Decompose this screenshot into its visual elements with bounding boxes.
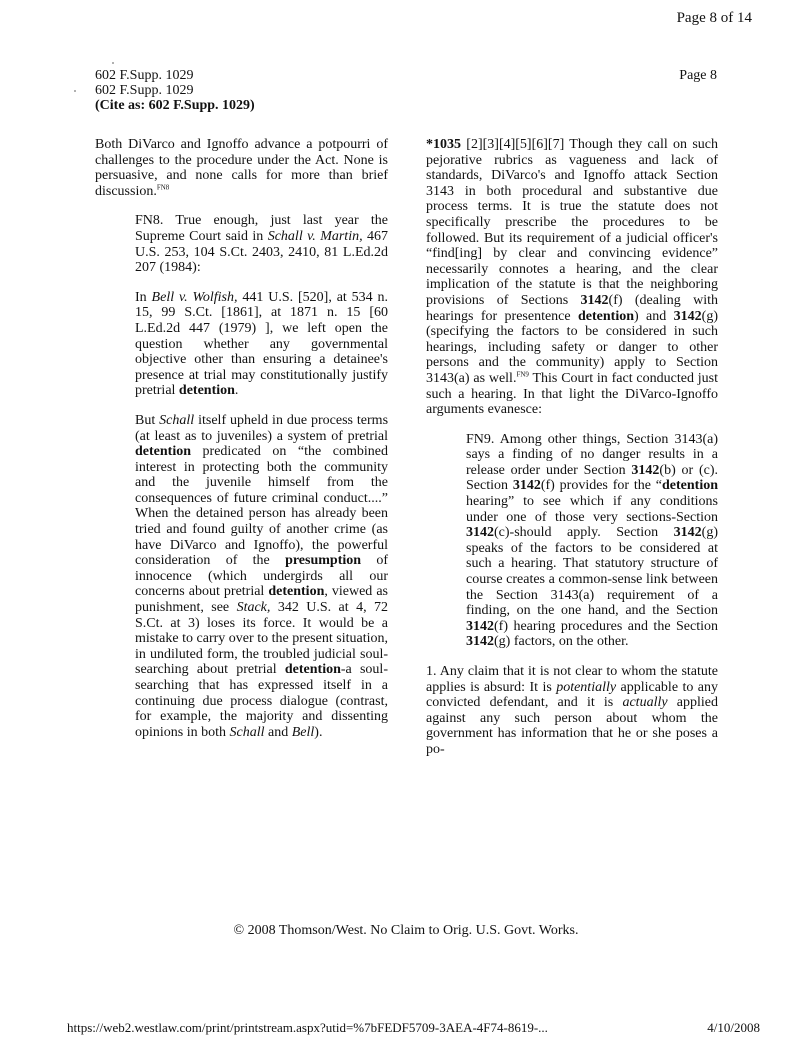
cite-line: 602 F.Supp. 1029	[95, 68, 194, 83]
statute-ref[interactable]: 3142	[673, 525, 702, 541]
paragraph: 1. Any claim that it is not clear to whom the statute applies is absurd: It is potentially applicable to any convicted defendant, and it is actually applied against any such person about whom the government has information that he or she poses a po-	[426, 664, 718, 757]
search-term: detention	[284, 662, 341, 678]
block-quote: But Schall itself upheld in due process terms (at least as to juveniles) a system of pretrial detention predicated on “the combined interest in protecting both the community and the juvenile himself from the consequences of future criminal conduct....” When the detained person has already been tried and found guilty of another crime (as have DiVarco and Ignoffo), the powerful consideration of the presumption of innocence (which undergirds all our concerns about pretrial detention, viewed as punishment, see Stack, 342 U.S. at 4, 72 S.Ct. at 3) loses its force. It would be a mistake to carry over to the present situation, in undiluted form, the troubled judicial soul-searching about pretrial detention-a soul-searching that has expressed itself in a continuing due process dialogue (contrast, for example, the majority and dissenting opinions in both Schall and Bell).	[135, 412, 389, 740]
copyright-footer: © 2008 Thomson/West. No Claim to Orig. U.S. Govt. Works.	[233, 923, 579, 938]
statute-ref[interactable]: 3142	[631, 462, 660, 478]
statute-ref[interactable]: 3142	[466, 525, 494, 541]
paragraph: *1035 [2][3][4][5][6][7] Though they call on such pejorative rubrics as vagueness and lack of standards, DiVarco's and Ignoffo attack Section 3143 in both procedural and substantive due process terms. It is true the statute does not specifically prescribe the procedures to be followed. But its requirement of a judicial officer's “find[ing] by clear and convincing evidence” necessarily connotes a hearing, and the clear implication of the statute is that the neighboring provisions of Sections 3142(f) (dealing with hearings for presentence detention) and 3142(g) (specifying the factors to be considered in such hearings, including safety or danger to other persons and the community) apply to Section 3143(a) as well.$^{FN9}$ This Court in fact conducted just such a hearing. In that light the DiVarco-Ignoffo arguments evanesce:	[426, 137, 718, 418]
search-term: detention	[268, 584, 325, 600]
page-label: Page 8	[679, 68, 717, 83]
case-link[interactable]: Schall v. Martin,	[267, 228, 363, 244]
cite-as-line: (Cite as: 602 F.Supp. 1029)	[95, 98, 255, 113]
paragraph: Both DiVarco and Ignoffo advance a potpourri of challenges to the procedure under the Act. None is persuasive, and none calls for more than brief discussion.$^{FN8}$	[95, 137, 388, 199]
footnote-fn8: FN8. True enough, just last year the Supreme Court said in Schall v. Martin, 467 U.S. 253, 104 S.Ct. 2403, 2410, 81 L.Ed.2d 207 (1984):	[135, 213, 388, 276]
case-link[interactable]: Bell	[291, 724, 315, 740]
scan-speck	[112, 62, 114, 64]
search-term: detention	[178, 383, 235, 399]
footnote-fn9: FN9. Among other things, Section 3143(a) says a finding of no danger results in a release order under Section 3142(b) or (c). Section 3142(f) provides for the “detention hearing” to see which if any conditions under one of those very sections-Section 3142(c)-should apply. Section 3142(g) speaks of the factors to be considered at such a hearing. That statutory structure of course creates a common-sense link between the Section 3143(a) requirement of a finding, on the one hand, and the Section 3142(f) hearing procedures and the Section 3142(g) factors, on the other.	[466, 431, 719, 650]
left-column	[95, 137, 388, 754]
search-term: detention	[662, 478, 719, 494]
statute-ref[interactable]: 3142	[512, 478, 541, 494]
emphasis: actually	[622, 695, 668, 711]
footnote-ref-fn9[interactable]: FN9	[516, 370, 529, 379]
search-term: detention	[578, 308, 634, 324]
right-column	[426, 137, 718, 772]
block-quote: In Bell v. Wolfish, 441 U.S. [520], at 534 n. 15, 99 S.Ct. [1861], at 1871 n. 15 [60 L.Ed.2d 447 (1979) ], we left open the question whether any governmental objective other than ensuring a detainee's presence at trial may constitutionally justify pretrial detention.	[135, 289, 389, 399]
case-link[interactable]: Bell v. Wolfish,	[151, 289, 238, 305]
search-term: detention	[135, 444, 191, 460]
page-indicator: Page 8 of 14	[676, 10, 752, 26]
footnote-ref-fn8[interactable]: FN8	[156, 183, 170, 192]
star-page: *1035	[426, 137, 461, 152]
case-link[interactable]: Stack,	[236, 600, 271, 616]
case-link[interactable]: Schall	[159, 412, 195, 428]
print-url: https://web2.westlaw.com/print/printstream.aspx?utid=%7bFEDF5709-3AEA-4F74-8619-...	[67, 1020, 548, 1035]
case-link[interactable]: Schall	[229, 724, 265, 740]
statute-ref[interactable]: 3142	[580, 292, 609, 308]
emphasis: potentially	[556, 679, 617, 695]
print-date: 4/10/2008	[707, 1020, 760, 1035]
cite-line: 602 F.Supp. 1029	[95, 83, 194, 98]
statute-ref[interactable]: 3142	[466, 618, 494, 634]
scan-speck	[74, 90, 76, 92]
search-term: presumption	[285, 553, 362, 569]
statute-ref[interactable]: 3142	[673, 308, 702, 324]
citation-block	[95, 68, 255, 113]
statute-ref[interactable]: 3142	[466, 634, 494, 650]
